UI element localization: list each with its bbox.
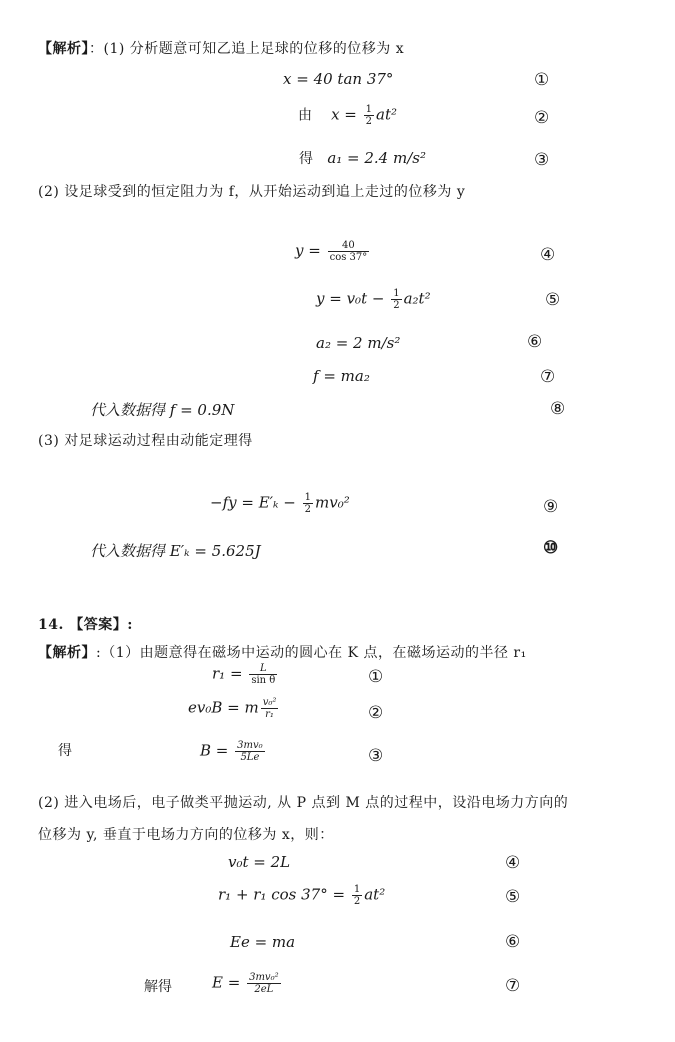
marker-6: ⑥	[527, 332, 543, 352]
equation-4: y = $\frac{40}{\cos 37^\circ}$	[295, 240, 368, 263]
part1-intro: ：(1) 分析题意可知乙追上足球的位移的位移为 x	[89, 41, 405, 57]
q14-equation-3-body: B = $\frac{\text{3mv₀}}{5Le}$	[200, 740, 263, 763]
analysis-intro-line	[38, 38, 404, 58]
marker-9: ⑨	[543, 497, 559, 517]
equation-9: −fy = E′ₖ − $\frac{1}{2}$ mv₀²	[210, 492, 350, 515]
q14-equation-6: Ee = ma	[230, 933, 296, 951]
q14-marker-6: ⑥	[505, 932, 521, 952]
q14-equation-7: E = $\frac{\text{3mv₀²}}{2eL}$	[212, 972, 279, 995]
marker-5: ⑤	[545, 290, 561, 310]
equation-6: a₂ = 2 m/s²	[316, 334, 401, 352]
fraction-half: $\frac{1}{2}$	[365, 104, 373, 127]
q14-part2-line2: 位移为 y, 垂直于电场力方向的位移为 x，则：	[38, 827, 334, 843]
equation-1: x = 40 tan 37°	[283, 70, 394, 88]
q14-marker-2: ②	[368, 703, 384, 723]
q14-equation-5: r₁ + r₁ cos 37° = $\frac{1}{2}$ at²	[218, 884, 386, 907]
q14-marker-5: ⑤	[505, 887, 521, 907]
question-14-heading: 14. 【答案】:	[38, 617, 133, 633]
q14-analysis-label: 【解析】	[38, 645, 96, 661]
q14-equation-4: v₀t = 2L	[228, 853, 291, 871]
q14-marker-1: ①	[368, 667, 384, 687]
marker-7: ⑦	[540, 367, 556, 387]
part2-intro: (2) 设足球受到的恒定阻力为 f，从开始运动到追上走过的位移为 y	[38, 184, 466, 200]
marker-8: ⑧	[550, 399, 566, 419]
marker-10: ⑩	[543, 538, 559, 558]
marker-4: ④	[540, 245, 556, 265]
q14-equation-7-prefix: 解得	[144, 979, 172, 995]
q14-analysis-line	[38, 642, 527, 662]
q14-marker-4: ④	[505, 853, 521, 873]
marker-1: ①	[534, 70, 550, 90]
q14-equation-2: ev₀B = m $\frac{\text{v₀²}}{\text{r₁}}$	[188, 697, 277, 720]
analysis-label: 【解析】	[38, 41, 89, 57]
equation-5: y = v₀t − $\frac{1}{2}$ a₂t²	[316, 288, 431, 311]
marker-2: ②	[534, 108, 550, 128]
q14-equation-3: 得	[58, 743, 72, 759]
q14-marker-3: ③	[368, 746, 384, 766]
q14-equation-1: r₁ = $\frac{L}{\text{sin θ}}$	[212, 663, 276, 686]
equation-7: f = ma₂	[313, 367, 370, 385]
part3-intro: (3) 对足球运动过程由动能定理得	[38, 433, 253, 449]
equation-10: 代入数据得 E′ₖ = 5.625J	[90, 542, 261, 560]
marker-3: ③	[534, 150, 550, 170]
q14-part2-line1: (2) 进入电场后，电子做类平抛运动, 从 P 点到 M 点的过程中，设沿电场力方向的	[38, 795, 569, 811]
equation-8: 代入数据得 f = 0.9N	[90, 401, 235, 419]
q14-marker-7: ⑦	[505, 976, 521, 996]
equation-2: 由 x = $\frac{1}{2}$ at²	[298, 104, 398, 127]
equation-3: 得 a₁ = 2.4 m/s²	[299, 149, 426, 167]
q14-part1-intro: :（1）由题意得在磁场中运动的圆心在 K 点，在磁场运动的半径 r₁	[96, 645, 527, 661]
